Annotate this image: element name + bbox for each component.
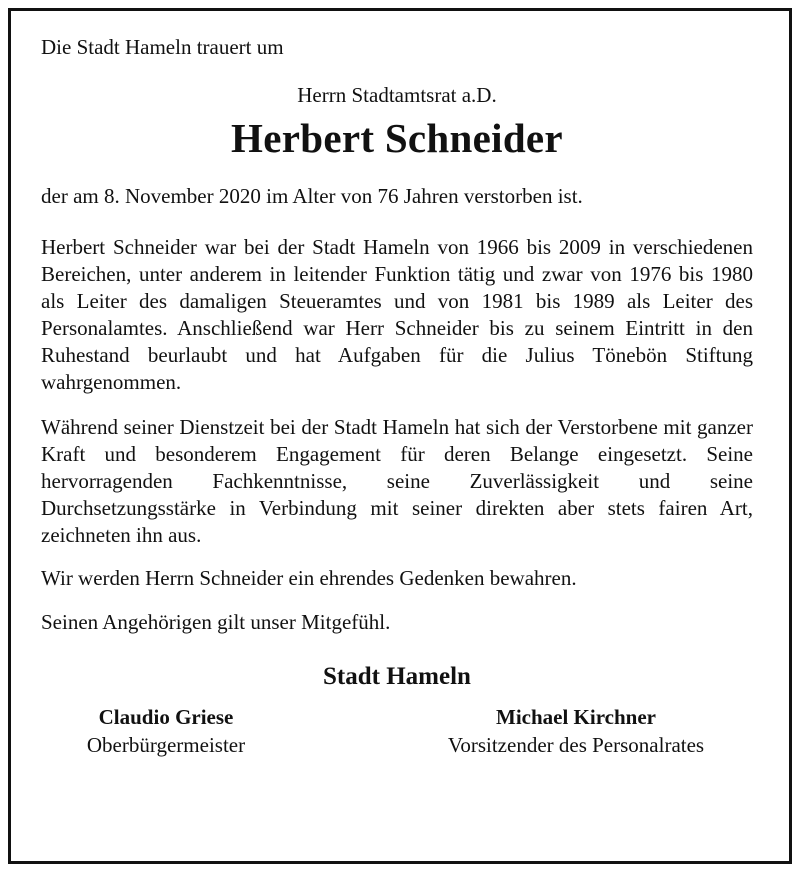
- service-paragraph: Während seiner Dienstzeit bei der Stadt Hameln hat sich der Verstorbene mit ganzer Kraft und besonderem Engagement für deren Belange eingesetzt. Seine hervorragenden Fachkenntnisse, seine Zuverlässigkeit und seine Durchsetzungsstärke in Verbindung mit seiner direkten aber stets fairen Art, zeichneten ihn aus.: [41, 415, 753, 547]
- obituary-notice: [8, 8, 792, 864]
- signer-name: Michael Kirchner: [496, 705, 656, 729]
- career-paragraph: Herbert Schneider war bei der Stadt Hameln von 1966 bis 2009 in verschiedenen Bereichen, unter anderem in leitender Funktion tätig und zwar von 1976 bis 1980 als Leiter des damaligen Steueramtes und von 1981 bis 1989 als Leiter des Personalamtes. Anschließend war Herr Schneider bis zu seinem Eintritt in den Ruhestand beurlaubt und hat Aufgaben für die Julius Tönebön Stiftung wahrgenommen.: [41, 235, 753, 394]
- signer-staff-council: [396, 703, 756, 759]
- memory-paragraph: Wir werden Herrn Schneider ein ehrendes Gedenken bewahren.: [41, 566, 577, 590]
- sympathy-paragraph: Seinen Angehörigen gilt unser Mitgefühl.: [41, 610, 391, 634]
- intro-line: Die Stadt Hameln trauert um: [41, 35, 284, 59]
- signer-name: Claudio Griese: [98, 705, 234, 729]
- death-date-paragraph: der am 8. November 2020 im Alter von 76 Jahren verstorben ist.: [41, 184, 583, 208]
- signer-role: Oberbürgermeister: [86, 733, 246, 757]
- signer-mayor: [51, 703, 281, 759]
- organization-name: Stadt Hameln: [323, 663, 471, 690]
- notice-content: [41, 33, 753, 765]
- signer-role: Vorsitzender des Personalrates: [447, 733, 705, 757]
- honorific-title: Herrn Stadtamtsrat a.D.: [297, 83, 497, 107]
- deceased-name: Herbert Schneider: [231, 115, 563, 161]
- signature-block: [41, 703, 753, 765]
